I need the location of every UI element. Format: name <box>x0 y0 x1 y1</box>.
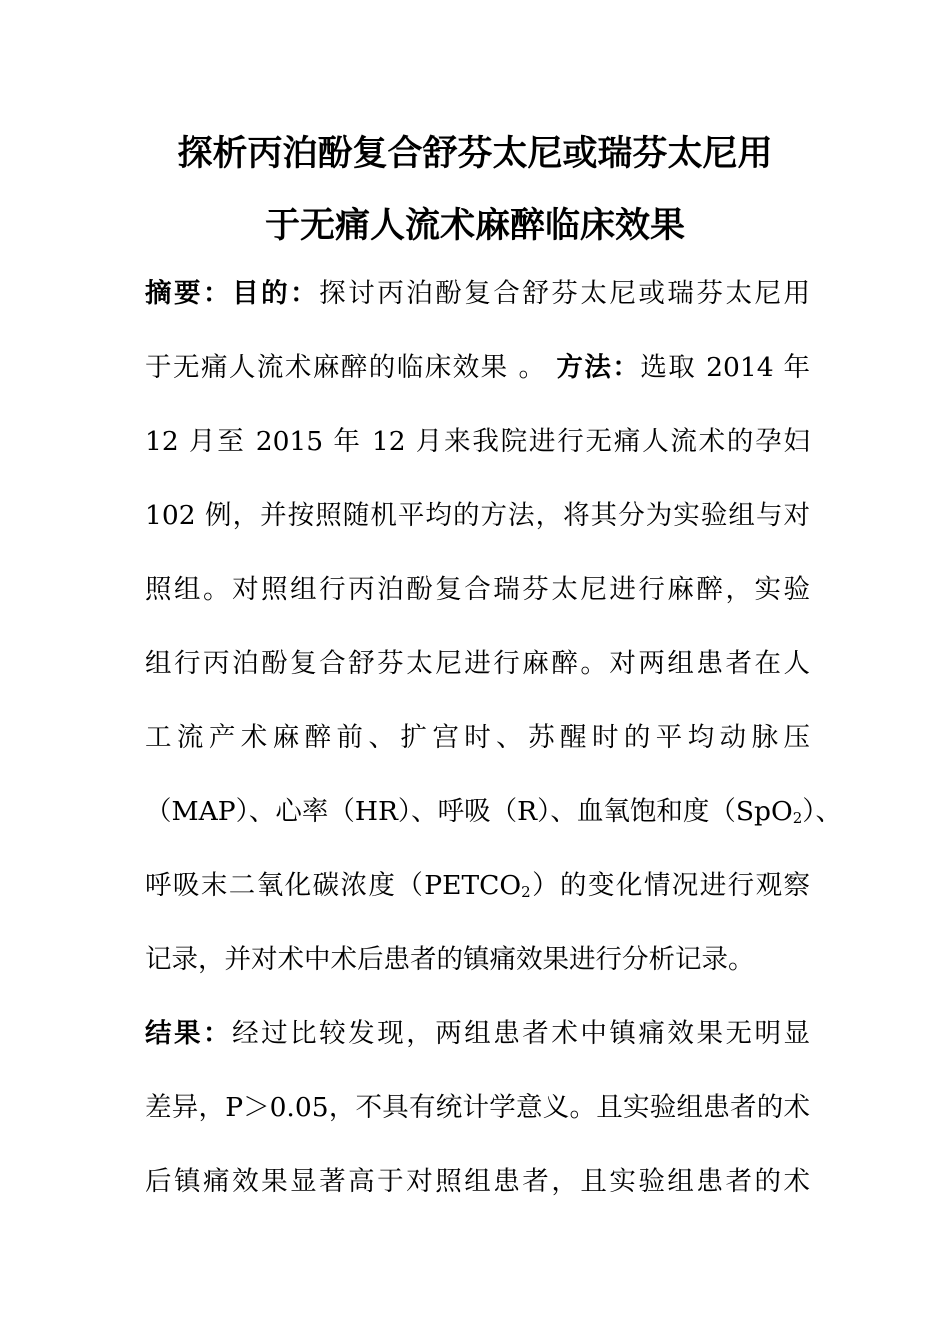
abstract-text: 选取 2014 年 <box>640 352 810 383</box>
abstract-line <box>145 338 810 412</box>
abstract-line <box>145 264 810 338</box>
abstract-text: ）的变化情况进行观察 <box>530 870 810 901</box>
abstract-text: 经过比较发现，两组患者术中镇痛效果无明显 <box>232 1018 811 1049</box>
result-label: 结果： <box>145 1018 233 1049</box>
abstract-text: 呼吸末二氧化碳浓度（PETCO <box>145 870 522 901</box>
abstract-line: 记录，并对术中术后患者的镇痛效果进行分析记录。 <box>145 944 755 975</box>
abstract-line <box>145 856 810 930</box>
objective-label: 目的： <box>232 278 320 309</box>
title-line-2: 于无痛人流术麻醉临床效果 <box>264 206 685 246</box>
subscript: 2 <box>521 883 531 901</box>
abstract-section <box>145 264 843 1226</box>
document-title <box>130 118 820 262</box>
abstract-line: 102 例，并按照随机平均的方法，将其分为实验组与对 <box>145 500 810 531</box>
abstract-text: 于无痛人流术麻醉的临床效果 。 <box>145 352 547 383</box>
abstract-text: ）、 <box>802 796 843 827</box>
abstract-line: 照组。对照组行丙泊酚复合瑞芬太尼进行麻醉，实验 <box>145 574 810 605</box>
abstract-text: （MAP）、心率（HR）、呼吸（R）、血氧饱和度（SpO <box>145 796 793 827</box>
abstract-text: 探讨丙泊酚复合舒芬太尼或瑞芬太尼用 <box>319 278 811 309</box>
subscript: 2 <box>792 809 803 827</box>
method-label: 方法： <box>556 352 641 383</box>
abstract-line: 工流产术麻醉前、扩宫时、苏醒时的平均动脉压 <box>145 722 810 753</box>
abstract-line: 后镇痛效果显著高于对照组患者，且实验组患者的术 <box>145 1166 810 1197</box>
abstract-line <box>145 1004 810 1078</box>
abstract-line: 组行丙泊酚复合舒芬太尼进行麻醉。对两组患者在人 <box>145 648 810 679</box>
abstract-label: 摘要： <box>145 278 233 309</box>
title-line-1: 探析丙泊酚复合舒芬太尼或瑞芬太尼用 <box>177 134 773 174</box>
abstract-line: 差异，P＞0.05，不具有统计学意义。且实验组患者的术 <box>145 1092 810 1123</box>
abstract-line <box>145 782 843 856</box>
abstract-line: 12 月至 2015 年 12 月来我院进行无痛人流术的孕妇 <box>145 426 810 457</box>
